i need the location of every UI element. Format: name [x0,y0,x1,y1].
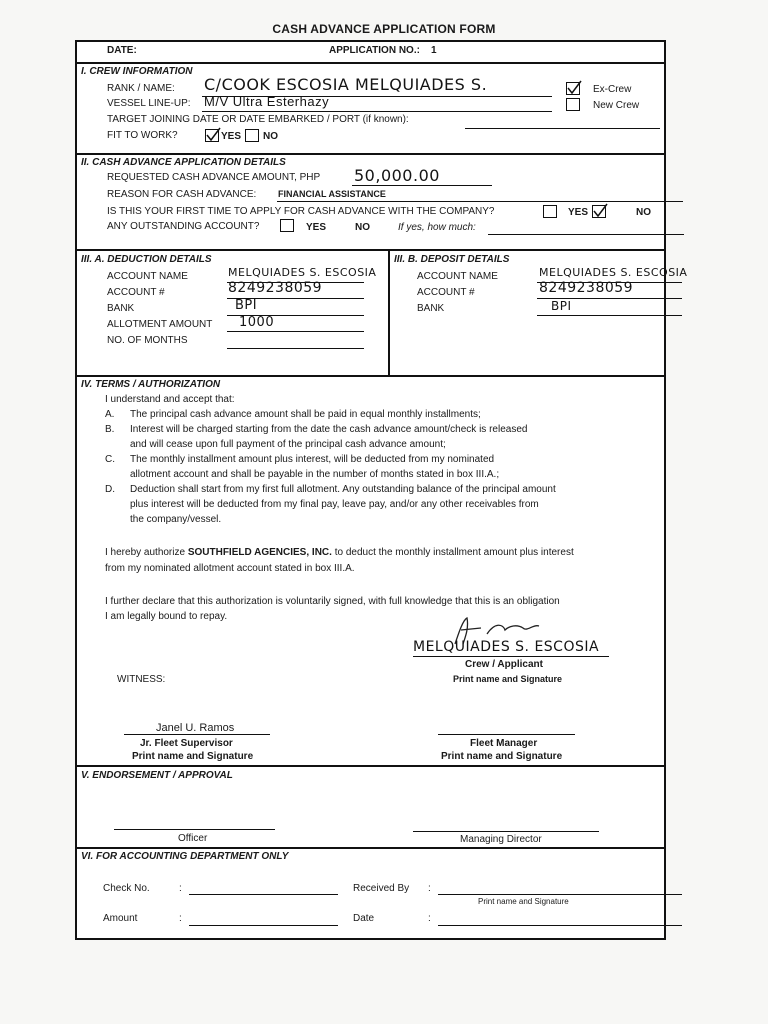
reason-line [277,201,683,202]
date-field-colon: : [428,913,431,924]
crew-info-title: I. CREW INFORMATION [81,66,193,77]
terms-item-text: plus interest will be deducted from my final pay, leave pay, and/or any other receivables from [130,499,539,510]
md-signature-line [413,831,599,832]
first-time-no-label: NO [636,207,651,218]
terms-item-text: and will cease upon full payment of the principal cash advance amount; [130,439,446,450]
application-no-value: 1 [431,45,437,56]
terms-list [105,407,655,527]
terms-item-a [105,407,655,422]
application-no-label: APPLICATION NO.: [329,45,420,56]
check-no-field[interactable] [189,894,338,895]
fit-to-work-label: FIT TO WORK? [107,130,178,141]
column-divider [388,249,390,375]
fit-no-label: NO [263,131,278,142]
date-field-label: Date [353,913,375,924]
witness-label: WITNESS: [117,674,166,685]
amount-colon: : [179,913,182,924]
terms-item-text: allotment account and shall be payable in the number of months stated in box III.A.; [130,469,500,480]
rank-name-value[interactable]: C/COOK ESCOSIA MELQUIADES S. [204,75,488,94]
deposit-account-no-value[interactable]: 8249238059 [539,280,634,296]
terms-item-text: Deduction shall start from my first full allotment. Any outstanding balance of the principal amount [130,484,556,495]
target-joining-line [465,128,660,129]
officer-label: Officer [178,833,208,844]
divider [77,249,664,251]
requested-amount-value[interactable]: 50,000.00 [354,166,440,185]
authorize-prefix: I hereby authorize [105,547,188,558]
if-yes-label: If yes, how much: [398,222,476,233]
applicant-role: Crew / Applicant [465,659,543,670]
authorize-company: SOUTHFIELD AGENCIES, INC. [187,547,332,558]
received-by-colon: : [428,883,431,894]
deposit-bank-label: BANK [417,303,445,314]
allotment-label: ALLOTMENT AMOUNT [107,319,213,330]
deposit-account-name-value[interactable]: MELQUIADES S. ESCOSIA [539,266,688,279]
check-mark-icon [566,80,584,96]
deposit-bank-value[interactable]: BPI [551,299,572,313]
first-time-yes-label: YES [568,207,589,218]
deduction-account-name-value[interactable]: MELQUIADES S. ESCOSIA [228,266,377,279]
terms-item-text: the company/vessel. [130,514,222,525]
terms-item-text: The principal cash advance amount shall be paid in equal monthly installments; [130,409,481,420]
fit-yes-label: YES [221,131,242,142]
divider [77,847,664,849]
fit-yes-checkbox[interactable] [205,129,219,142]
deduction-account-name-label: ACCOUNT NAME [107,271,188,282]
authorize-line-2: from my nominated allotment account stated in box III.A. [105,563,355,574]
witness-role: Jr. Fleet Supervisor [140,738,233,749]
application-form [75,40,688,940]
md-label: Managing Director [460,834,542,845]
reason-value[interactable]: FINANCIAL ASSISTANCE [278,189,386,199]
declare-line-2: I am legally bound to repay. [105,611,228,622]
date-field[interactable] [438,925,682,926]
terms-item-text: The monthly installment amount plus interest, will be deducted from my nominated [130,454,495,465]
months-line [227,348,364,349]
target-joining-label: TARGET JOINING DATE OR DATE EMBARKED / PORT (if known): [107,114,409,125]
check-no-label: Check No. [103,883,150,894]
vessel-label: VESSEL LINE-UP: [107,98,191,109]
cash-advance-title: II. CASH ADVANCE APPLICATION DETAILS [81,157,286,168]
manager-signature-line [438,734,575,735]
check-mark-icon [592,203,610,219]
witness-signature-line [124,734,270,735]
authorize-suffix: to deduct the monthly installment amount plus interest [331,547,574,558]
terms-intro: I understand and accept that: [105,394,235,405]
terms-title: IV. TERMS / AUTHORIZATION [81,379,221,390]
allotment-value[interactable]: 1000 [239,315,275,330]
amount-field[interactable] [189,925,338,926]
months-label: NO. OF MONTHS [107,335,188,346]
fit-no-checkbox[interactable] [245,129,259,142]
manager-role: Fleet Manager [470,738,538,749]
received-by-label: Received By [353,883,410,894]
outstanding-label: ANY OUTSTANDING ACCOUNT? [107,221,260,232]
terms-item-d [105,482,655,527]
new-crew-label: New Crew [593,100,640,111]
applicant-signature-line [413,656,609,657]
first-time-yes-checkbox[interactable] [543,205,557,218]
rank-name-label: RANK / NAME: [107,83,175,94]
witness-name: Janel U. Ramos [156,722,235,734]
deduction-bank-value[interactable]: BPI [235,298,258,313]
deposit-title: III. B. DEPOSIT DETAILS [394,254,510,265]
deduction-title: III. A. DEDUCTION DETAILS [81,254,212,265]
outstanding-yes-label: YES [306,222,327,233]
officer-signature-line [114,829,275,830]
requested-amount-label: REQUESTED CASH ADVANCE AMOUNT, PHP [107,172,321,183]
ex-crew-checkbox[interactable] [566,82,580,95]
terms-item-letter: B. [105,424,115,435]
outstanding-yes-checkbox[interactable] [280,219,294,232]
first-time-no-checkbox[interactable] [592,205,606,218]
divider [77,153,664,155]
deposit-account-no-label: ACCOUNT # [417,287,475,298]
declare-line-1: I further declare that this authorization is voluntarily signed, with full knowledge that this is an obligation [105,596,560,607]
new-crew-checkbox[interactable] [566,98,580,111]
reason-label: REASON FOR CASH ADVANCE: [107,189,257,200]
deduction-account-no-value[interactable]: 8249238059 [228,280,323,296]
manager-caption: Print name and Signature [441,751,563,762]
received-by-field[interactable] [438,894,682,895]
deposit-account-name-label: ACCOUNT NAME [417,271,498,282]
deduction-account-no-label: ACCOUNT # [107,287,165,298]
authorize-line-1 [105,547,574,558]
endorsement-title: V. ENDORSEMENT / APPROVAL [81,770,233,781]
terms-item-letter: C. [105,454,115,465]
divider [77,765,664,767]
divider [77,62,664,64]
amount-line [352,185,492,186]
terms-item-letter: D. [105,484,115,495]
applicant-caption: Print name and Signature [453,674,563,684]
terms-item-b [105,422,655,452]
received-caption: Print name and Signature [478,897,569,906]
allotment-line [227,331,364,332]
form-title: CASH ADVANCE APPLICATION FORM [272,22,496,36]
deposit-bank-line [537,315,682,316]
outstanding-no-label: NO [355,222,370,233]
check-no-colon: : [179,883,182,894]
vessel-value[interactable]: M/V Ultra Esterhazy [204,94,330,109]
applicant-name[interactable]: MELQUIADES S. ESCOSIA [413,639,600,655]
deduction-bank-label: BANK [107,303,135,314]
witness-caption: Print name and Signature [132,751,254,762]
vessel-line [202,111,552,112]
terms-item-c [105,452,655,482]
divider [77,375,664,377]
if-yes-line [488,234,684,235]
amount-label: Amount [103,913,138,924]
ex-crew-label: Ex-Crew [593,84,632,95]
accounting-title: VI. FOR ACCOUNTING DEPARTMENT ONLY [81,851,289,862]
first-time-label: IS THIS YOUR FIRST TIME TO APPLY FOR CASH ADVANCE WITH THE COMPANY? [107,206,495,217]
date-label: DATE: [107,45,137,56]
terms-item-letter: A. [105,409,115,420]
terms-item-text: Interest will be charged starting from the date the cash advance amount/check is released [130,424,528,435]
